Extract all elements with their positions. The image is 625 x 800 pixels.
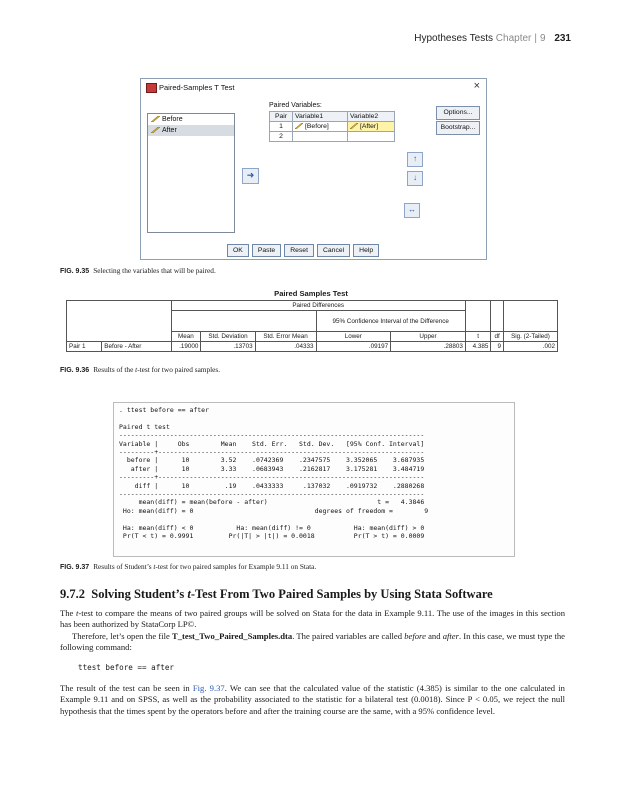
section-title-pre: Solving Student’s bbox=[91, 587, 188, 601]
bootstrap-button[interactable]: Bootstrap... bbox=[436, 121, 480, 135]
table-corner bbox=[67, 301, 172, 342]
row-label: Before - After bbox=[102, 342, 171, 352]
col-header-t: t bbox=[465, 332, 491, 342]
caption-text: Selecting the variables that will be paired. bbox=[93, 266, 216, 275]
close-icon[interactable]: × bbox=[473, 80, 480, 92]
paste-button[interactable]: Paste bbox=[252, 244, 281, 257]
col-header-df: df bbox=[491, 332, 504, 342]
col-header-std-error: Std. Error Mean bbox=[255, 332, 316, 342]
p2-filename: T_test_Two_Paired_Samples.dta bbox=[171, 631, 293, 641]
pencil-icon bbox=[350, 123, 358, 129]
caption-text-italic: t bbox=[153, 562, 156, 571]
col-header-mean: Mean bbox=[171, 332, 201, 342]
col-header-sig: Sig. (2-Tailed) bbox=[503, 332, 557, 342]
caption-label: FIG. 9.37 bbox=[60, 564, 90, 571]
section-title-italic: t bbox=[187, 587, 191, 601]
p2-text-pre: Therefore, let’s open the file bbox=[72, 631, 172, 641]
grid-header-var2: Variable2 bbox=[347, 112, 394, 122]
grid-cell-pair: 2 bbox=[270, 132, 293, 142]
dialog-button-row bbox=[227, 244, 379, 257]
grid-var1-value: [Before] bbox=[305, 123, 329, 130]
section-heading bbox=[60, 587, 493, 602]
blank-cell bbox=[465, 301, 491, 332]
grid-row[interactable] bbox=[270, 122, 395, 132]
grid-cell-pair: 1 bbox=[270, 122, 293, 132]
grid-cell-var1[interactable] bbox=[293, 132, 348, 142]
cell-std-error: .04333 bbox=[255, 342, 316, 352]
paired-differences-header: Paired Differences bbox=[171, 301, 465, 311]
page-number: 231 bbox=[554, 33, 571, 44]
p2-text-and: and bbox=[425, 631, 443, 641]
p1-text-pre: The bbox=[60, 608, 76, 618]
options-button[interactable]: Options... bbox=[436, 106, 480, 120]
p2-text-post: . In this case, we must type the following command: bbox=[60, 631, 565, 653]
pencil-icon bbox=[295, 123, 303, 129]
caption-fig-9-36 bbox=[60, 365, 220, 374]
caption-text-italic: t bbox=[135, 365, 138, 374]
paired-samples-dialog bbox=[140, 78, 487, 260]
caption-fig-9-37 bbox=[60, 562, 316, 571]
grid-header-pair: Pair bbox=[270, 112, 293, 122]
paragraph-3 bbox=[60, 683, 565, 717]
reset-button[interactable]: Reset bbox=[284, 244, 314, 257]
spss-app-icon bbox=[146, 83, 157, 93]
grid-row[interactable] bbox=[270, 132, 395, 142]
caption-text-pre: Results of the bbox=[93, 365, 136, 374]
caption-label: FIG. 9.35 bbox=[60, 268, 90, 275]
figure-reference-link[interactable]: Fig. 9.37 bbox=[192, 683, 225, 693]
p2-text-mid: . The paired variables are called bbox=[292, 631, 405, 641]
swap-arrow-icon[interactable]: ↔ bbox=[404, 203, 420, 218]
ok-button[interactable]: OK bbox=[227, 244, 249, 257]
col-header-std-deviation: Std. Deviation bbox=[201, 332, 255, 342]
paired-variables-label: Paired Variables: bbox=[269, 102, 322, 109]
caption-fig-9-35 bbox=[60, 266, 216, 275]
section-number: 9.7.2 bbox=[60, 587, 85, 601]
cell-t: 4.385 bbox=[465, 342, 491, 352]
caption-text-pre: Results of Student’s bbox=[93, 562, 154, 571]
p2-var-after: after bbox=[442, 631, 459, 641]
paired-samples-test-table bbox=[66, 300, 558, 352]
blank-cell bbox=[503, 301, 557, 332]
help-button[interactable]: Help bbox=[353, 244, 379, 257]
caption-text-post: -test for two paired samples. bbox=[137, 365, 221, 374]
stata-command: ttest before == after bbox=[78, 663, 175, 672]
grid-cell-var1[interactable] bbox=[293, 122, 348, 132]
caption-text-post: -test for two paired samples for Example 9.11 on Stata. bbox=[155, 562, 317, 571]
move-up-arrow-icon[interactable]: ↑ bbox=[407, 152, 423, 167]
paragraph-1 bbox=[60, 608, 565, 631]
source-var-before[interactable] bbox=[148, 114, 234, 125]
pencil-icon bbox=[151, 116, 160, 122]
ci-header: 95% Confidence Interval of the Difference bbox=[316, 311, 465, 332]
pencil-icon bbox=[151, 127, 160, 133]
cell-df: 9 bbox=[491, 342, 504, 352]
col-header-upper: Upper bbox=[391, 332, 466, 342]
section-title-post: -Test From Two Paired Samples by Using Stata Software bbox=[190, 587, 493, 601]
grid-var2-value: [After] bbox=[359, 123, 379, 130]
stata-output-text: . ttest before == after Paired t test ------------------------------------------------------------------------------ Variable | Obs Mean Std. Err. Std. Dev. [95% Conf. Interval] ---------+-------------------------------------------------------------------- before | 10 3.52 .0742369 .2347575 3.352065 3.687935 after | 10 3.33 .0683943 .2162817 3.175281 3.484719 ---------+-------------------------------------------------------------------- diff | 10 .19 .0433333 .137032 .0919732 .2880268 ------------------------------------------------------------------------------ mean(diff) = mean(before - after) t = 4.3846 Ho: mean(diff) = 0 degrees of freedom = 9 Ha: mean(diff) < 0 Ha: mean(diff) != 0 Ha: mean(diff) > 0 Pr(T < t) = 0.9991 Pr(|T| > |t|) = 0.0018 Pr(T > t) = 0.0009 bbox=[119, 406, 429, 541]
paragraph-2 bbox=[60, 631, 565, 654]
blank-cell bbox=[491, 301, 504, 332]
p1-text-post: -test to compare the means of two paired groups will be solved on Stata for the data in Example 9.11. The use of the images in this section has been authorized by StataCorp LP©. bbox=[60, 608, 565, 630]
stata-output-window bbox=[113, 402, 515, 557]
p1-italic: t bbox=[75, 608, 79, 618]
source-var-after[interactable] bbox=[148, 125, 234, 136]
running-head-chapter-num: 9 bbox=[539, 33, 546, 44]
source-var-label: After bbox=[162, 127, 177, 134]
row-pair-label: Pair 1 bbox=[67, 342, 102, 352]
move-down-arrow-icon[interactable]: ↓ bbox=[407, 171, 423, 186]
p3-text-pre: The result of the test can be seen in bbox=[60, 683, 193, 693]
cell-std-deviation: .13703 bbox=[201, 342, 255, 352]
running-head-title: Hypotheses Tests bbox=[414, 33, 493, 44]
cell-upper: .28803 bbox=[391, 342, 466, 352]
caption-label: FIG. 9.36 bbox=[60, 367, 90, 374]
spss-table-title: Paired Samples Test bbox=[274, 289, 348, 298]
blank-cell bbox=[171, 311, 316, 332]
dialog-title: Paired-Samples T Test bbox=[159, 83, 235, 92]
move-right-arrow-icon[interactable]: ➜ bbox=[242, 168, 259, 184]
grid-cell-var2[interactable] bbox=[347, 132, 394, 142]
grid-header-var1: Variable1 bbox=[293, 112, 348, 122]
source-variable-list[interactable] bbox=[147, 113, 235, 233]
cell-mean: .19000 bbox=[171, 342, 201, 352]
running-header: Hypotheses Tests Chapter | 9 231 bbox=[414, 33, 571, 44]
p2-var-before: before bbox=[404, 631, 426, 641]
source-var-label: Before bbox=[162, 116, 183, 123]
col-header-lower: Lower bbox=[316, 332, 391, 342]
grid-cell-var2[interactable] bbox=[347, 122, 394, 132]
paired-variables-grid[interactable] bbox=[269, 111, 395, 142]
p3-text-post: . We can see that the calculated value of the statistic (4.385) is similar to the one calculated in Example 9.11 and on SPSS, as well as the probability associated to the statistic for a bilateral test (0.0018). Since P < 0.05, we reject the null hypothesis that the times spent by the operators before and after the training course are the same, with a 95% confidence level. bbox=[60, 683, 565, 716]
cell-sig: .002 bbox=[503, 342, 557, 352]
cell-lower: .09197 bbox=[316, 342, 391, 352]
cancel-button[interactable]: Cancel bbox=[317, 244, 350, 257]
table-row bbox=[67, 342, 558, 352]
running-head-chapter: Chapter bbox=[495, 33, 532, 44]
